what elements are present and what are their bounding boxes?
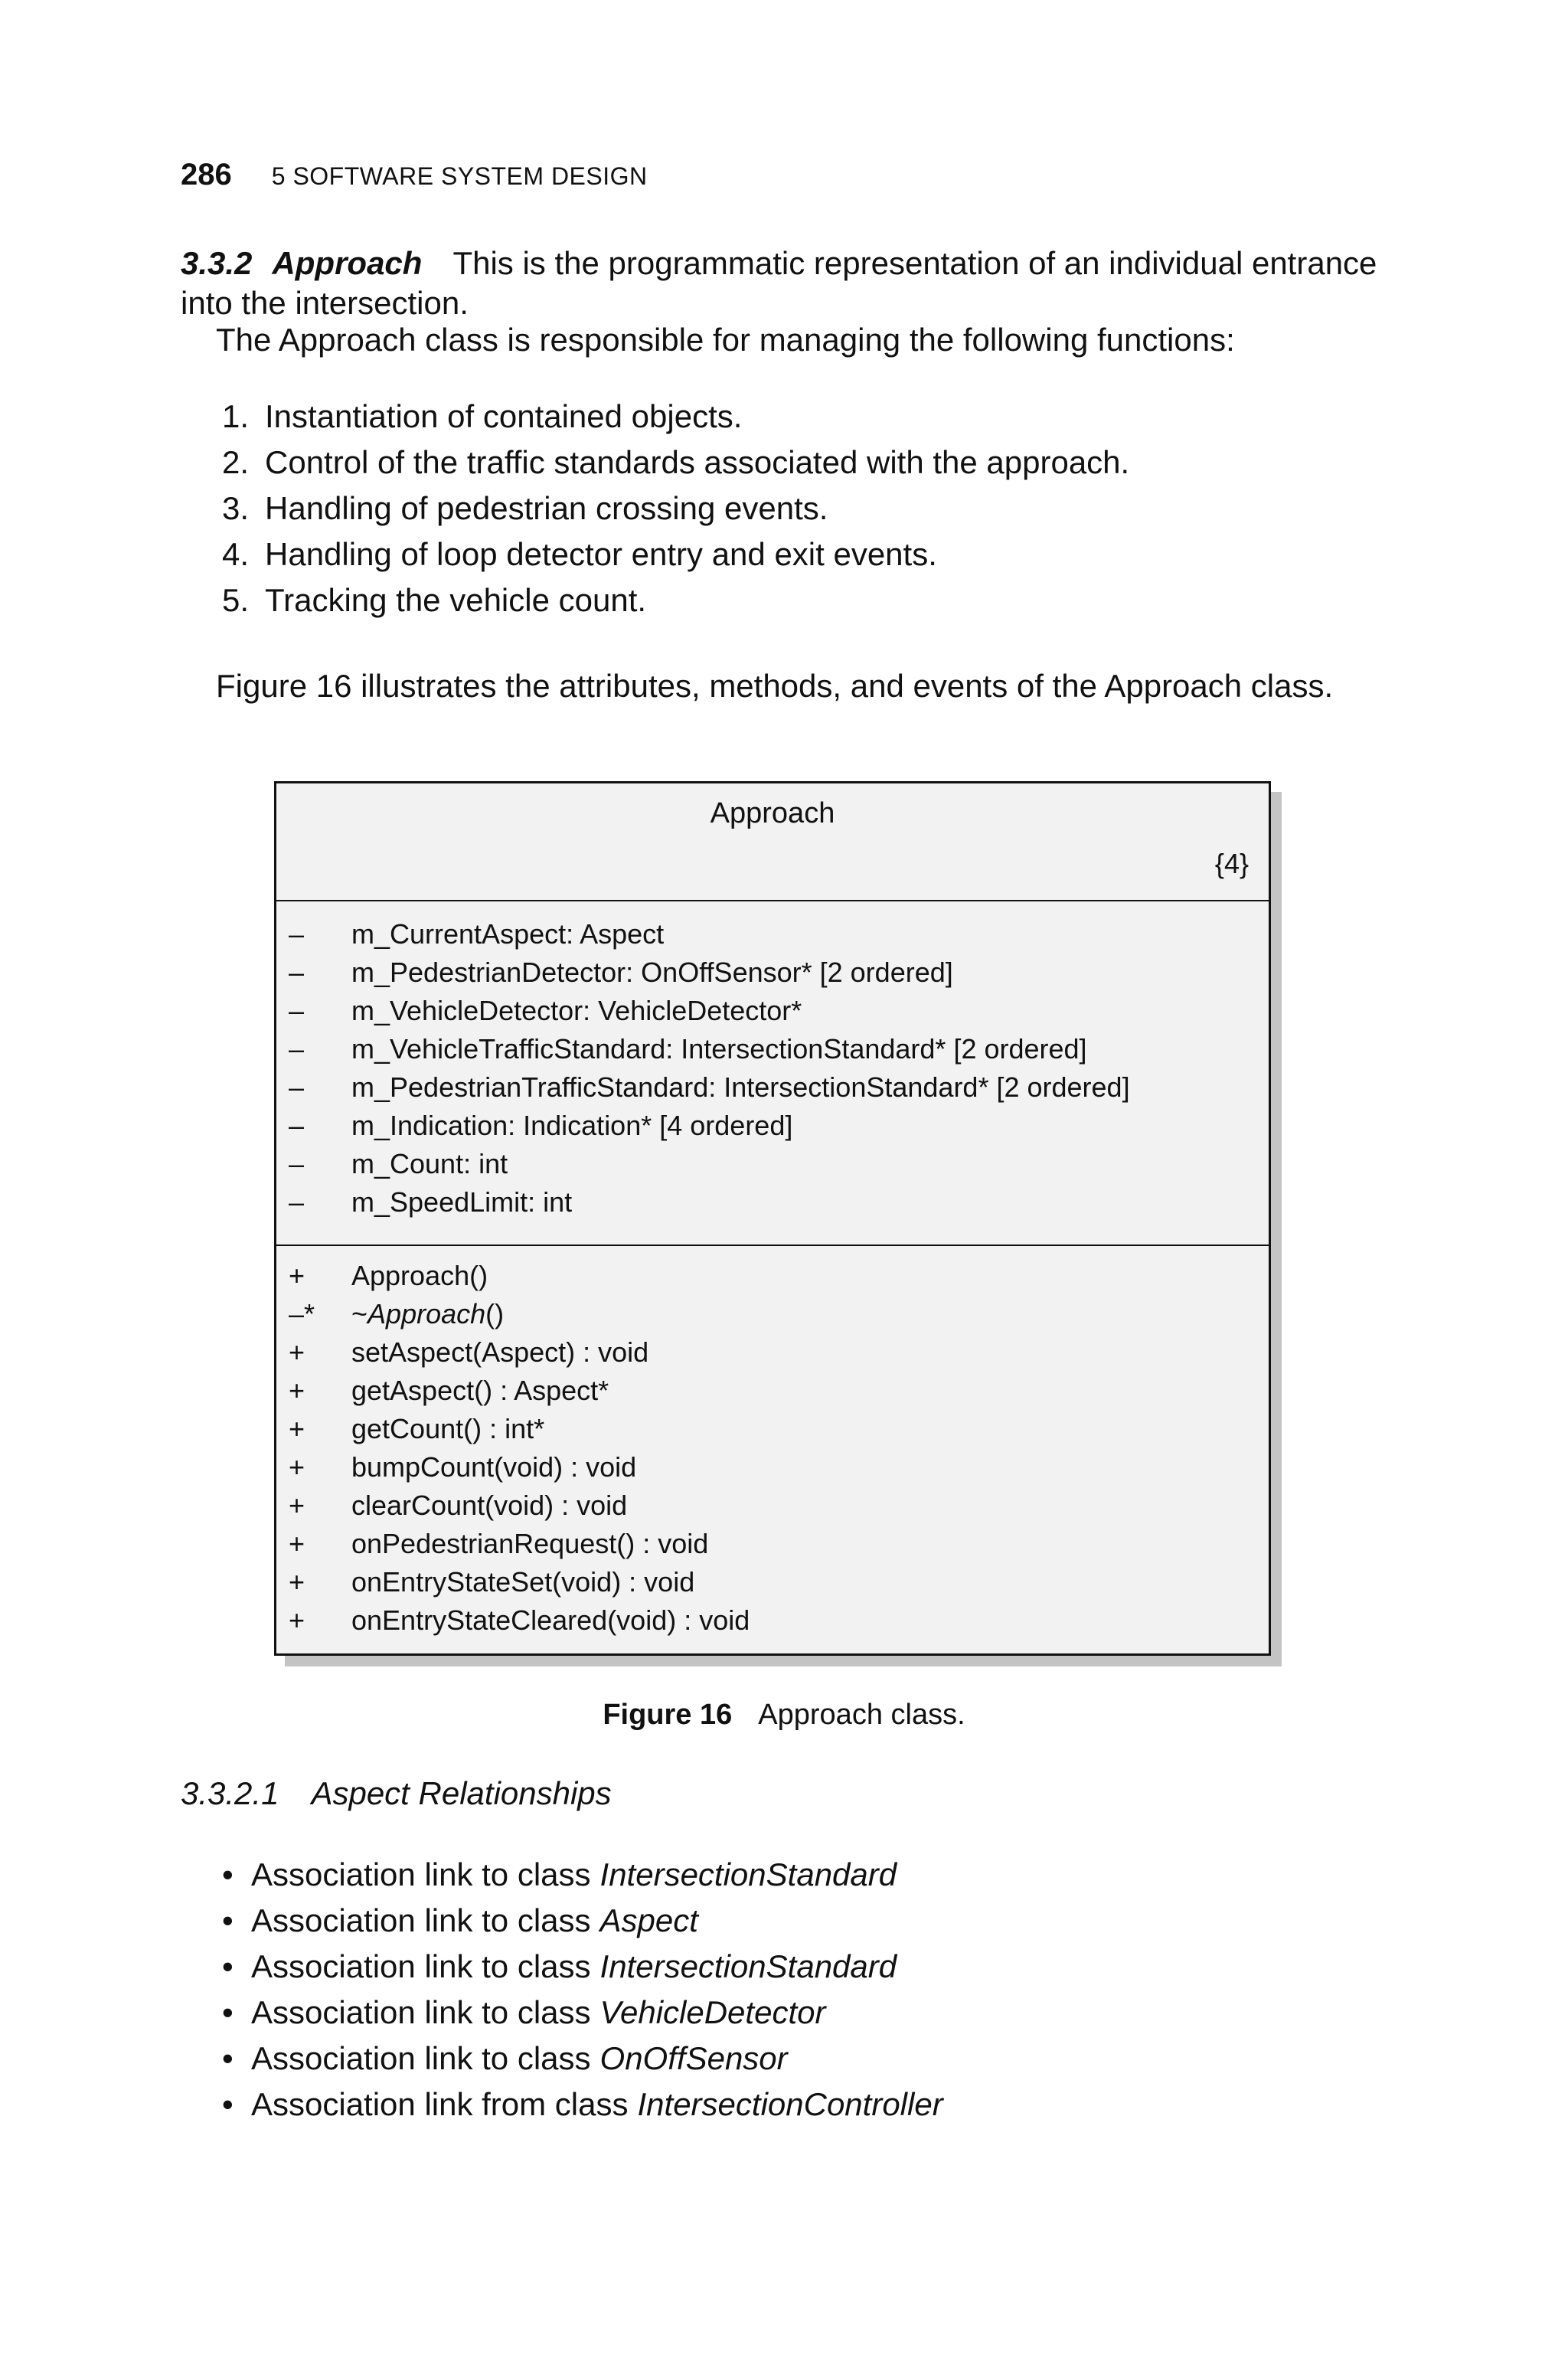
list-item: • Association link from class IntersectionController [222, 2082, 943, 2128]
uml-attributes: – m_CurrentAspect: Aspect – m_PedestrianDetector: OnOffSensor* [2 ordered] – m_VehicleDetector: VehicleDetector* – m_VehicleTrafficStandard: IntersectionStandard* [2 ordered] – m_PedestrianTrafficStandard: IntersectionStandard* [2 ordered] – m_Indication: Indication* [4 ordered] – m_Count: int – m_SpeedLimit: int [276, 901, 1269, 1246]
list-item: 4. Handling of loop detector entry and exit events. [222, 536, 937, 572]
figure-caption-text: Approach class. [758, 1699, 965, 1731]
list-item: • Association link to class VehicleDetector [222, 1990, 943, 2036]
bullet-icon: • [222, 1994, 234, 2030]
list-item: • Association link to class IntersectionStandard [222, 1852, 943, 1898]
figure-caption [0, 1699, 1568, 1732]
figure-label: Figure 16 [603, 1699, 733, 1731]
list-item: 1. Instantiation of contained objects. [222, 398, 743, 434]
section-number: 3.3.2 [181, 245, 253, 281]
bullet-icon: • [222, 2086, 234, 2122]
list-item: 5. Tracking the vehicle count. [222, 582, 647, 618]
figure-reference: Figure 16 illustrates the attributes, methods, and events of the Approach class. [216, 668, 1334, 704]
bullet-icon: • [222, 1902, 234, 1938]
bullet-icon: • [222, 1856, 234, 1892]
chapter-heading: 5 SOFTWARE SYSTEM DESIGN [271, 162, 648, 190]
section-text-line1: This is the programmatic representation of an individual entrance [452, 245, 1377, 281]
uml-class-name: Approach [710, 797, 835, 829]
section-title: Approach [272, 245, 423, 281]
uml-class-box: Approach {4} – m_CurrentAspect: Aspect – m_PedestrianDetector: OnOffSensor* [2 ordered] – m_VehicleDetector: VehicleDetector* – m_VehicleTrafficStandard: IntersectionStandard* [2 ordered] – m_PedestrianTrafficStandard: IntersectionStandard* [2 ordered] – m_Indication: Indication* [4 ordered] – m_Count: int – m_SpeedLimit: int + Approach() –* ~Approach() + setAspect(Aspect) : void + getAspect() : Aspect* + getCount() : int* + bumpCount(void) : void + clearCount(void) : void + onPedestrianRequest() : void + onEntryStateSet(void) : void + onEntryStateCleared(void) : void [274, 781, 1271, 1656]
uml-class-header [276, 783, 1269, 901]
running-head [181, 158, 648, 204]
bullet-icon: • [222, 1948, 234, 1984]
relationship-list [222, 1852, 943, 2128]
list-item: 3. Handling of pedestrian crossing events. [222, 490, 828, 526]
list-item: 2. Control of the traffic standards associated with the approach. [222, 444, 1130, 480]
section-text-line2: into the intersection. [181, 285, 469, 321]
list-item: • Association link to class OnOffSensor [222, 2036, 943, 2082]
section-paragraph [181, 244, 1406, 323]
uml-multiplicity: {4} [1214, 848, 1249, 879]
subsection-title: Aspect Relationships [311, 1775, 612, 1811]
function-list [222, 394, 1129, 623]
subsection-number: 3.3.2.1 [181, 1775, 279, 1811]
list-item: • Association link to class Aspect [222, 1898, 943, 1944]
subsection-heading [181, 1775, 612, 1812]
bullet-icon: • [222, 2040, 234, 2076]
section-intro: The Approach class is responsible for managing the following functions: [216, 322, 1235, 358]
list-item: • Association link to class IntersectionStandard [222, 1944, 943, 1990]
page-number: 286 [181, 158, 232, 191]
